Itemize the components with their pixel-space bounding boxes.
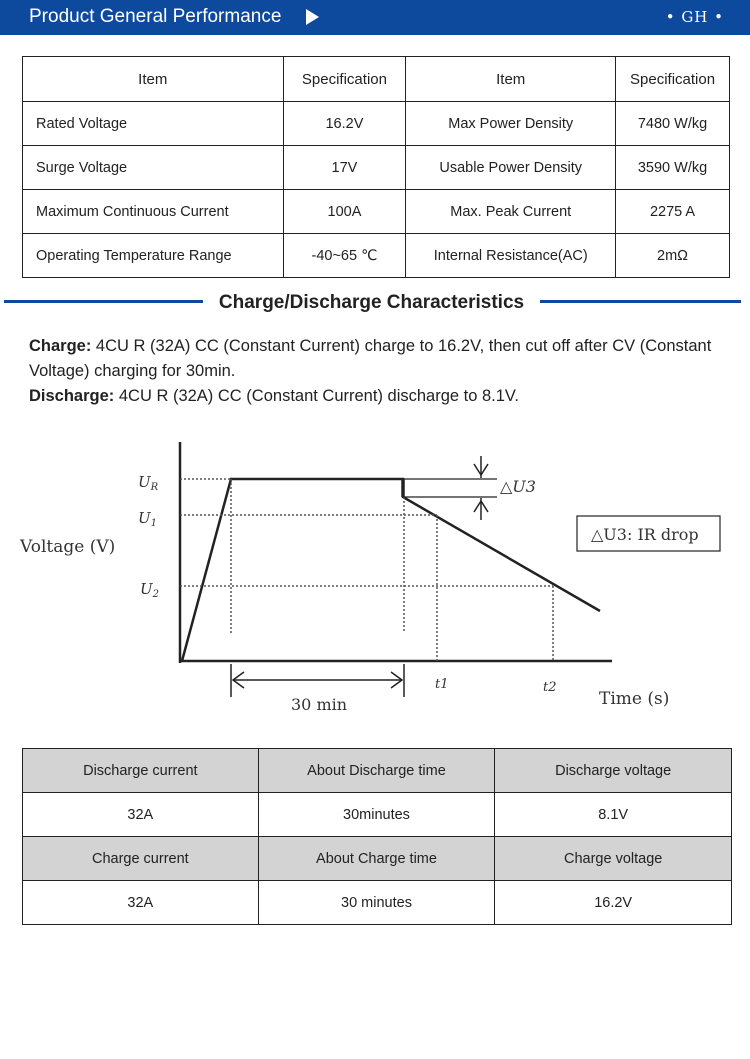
section-divider-right — [540, 300, 741, 303]
x-axis-label: Time (s) — [599, 689, 670, 709]
header-item-1: Item — [23, 57, 284, 102]
voltage-curve — [182, 479, 600, 661]
discharge-text: 4CU R (32A) CC (Constant Current) discharge to 8.1V. — [114, 387, 520, 405]
header-title: Product General Performance — [29, 6, 282, 27]
table-header-row — [23, 837, 732, 881]
spec-item: Rated Voltage — [23, 102, 284, 146]
header-item-2: Item — [406, 57, 616, 102]
charge-discharge-diagram — [0, 420, 750, 720]
spec-item: Surge Voltage — [23, 146, 284, 190]
table-header-row — [23, 749, 732, 793]
value-cell: 16.2V — [495, 881, 732, 925]
section-title: Charge/Discharge Characteristics — [218, 292, 525, 313]
spec-header-row — [23, 57, 730, 102]
spec-value: 2mΩ — [616, 234, 730, 278]
y-axis-label: Voltage (V) — [20, 537, 116, 557]
play-arrow-icon — [306, 9, 319, 25]
spec-item: Max Power Density — [406, 102, 616, 146]
header-cell: About Discharge time — [258, 749, 495, 793]
value-cell: 32A — [23, 881, 259, 925]
spec-value: 16.2V — [283, 102, 406, 146]
spec-value: -40~65 ℃ — [283, 234, 406, 278]
table-row — [23, 881, 732, 925]
spec-value: 17V — [283, 146, 406, 190]
header-spec-1: Specification — [283, 57, 406, 102]
spec-item: Internal Resistance(AC) — [406, 234, 616, 278]
spec-item: Maximum Continuous Current — [23, 190, 284, 234]
spec-item: Usable Power Density — [406, 146, 616, 190]
u1-label: $U_1$ — [138, 509, 158, 529]
characteristics-description — [29, 334, 729, 409]
spec-value: 7480 W/kg — [616, 102, 730, 146]
table-row — [23, 146, 730, 190]
spec-value: 100A — [283, 190, 406, 234]
charge-text: 4CU R (32A) CC (Constant Current) charge to 16.2V, then cut off after CV (Constant Voltage) charging for 30min. — [29, 337, 712, 380]
spec-table — [22, 56, 730, 278]
u2-label: $U_2$ — [140, 580, 160, 600]
spec-item: Max. Peak Current — [406, 190, 616, 234]
spec-value: 2275 A — [616, 190, 730, 234]
brand-logo: • GH • — [665, 8, 724, 26]
duration-label: 30 min — [291, 695, 348, 714]
header-spec-2: Specification — [616, 57, 730, 102]
discharge-table — [22, 748, 732, 925]
value-cell: 30minutes — [258, 793, 495, 837]
table-row — [23, 793, 732, 837]
ur-label: $U_R$ — [138, 473, 159, 493]
charge-label: Charge: — [29, 337, 92, 355]
table-row — [23, 102, 730, 146]
table-row — [23, 234, 730, 278]
value-cell: 8.1V — [495, 793, 732, 837]
legend-text: △U3: IR drop — [591, 525, 699, 544]
delta-u3-label: △U3 — [500, 477, 536, 496]
t1-label: t1 — [435, 677, 449, 692]
header-cell: Charge current — [23, 837, 259, 881]
table-row — [23, 190, 730, 234]
header-cell: Discharge voltage — [495, 749, 732, 793]
header-cell: About Charge time — [258, 837, 495, 881]
spec-value: 3590 W/kg — [616, 146, 730, 190]
discharge-label: Discharge: — [29, 387, 115, 405]
t2-label: t2 — [543, 680, 557, 695]
value-cell: 32A — [23, 793, 259, 837]
header-cell: Charge voltage — [495, 837, 732, 881]
spec-item: Operating Temperature Range — [23, 234, 284, 278]
value-cell: 30 minutes — [258, 881, 495, 925]
section-divider-left — [4, 300, 203, 303]
header-cell: Discharge current — [23, 749, 259, 793]
header-bar — [0, 0, 750, 35]
